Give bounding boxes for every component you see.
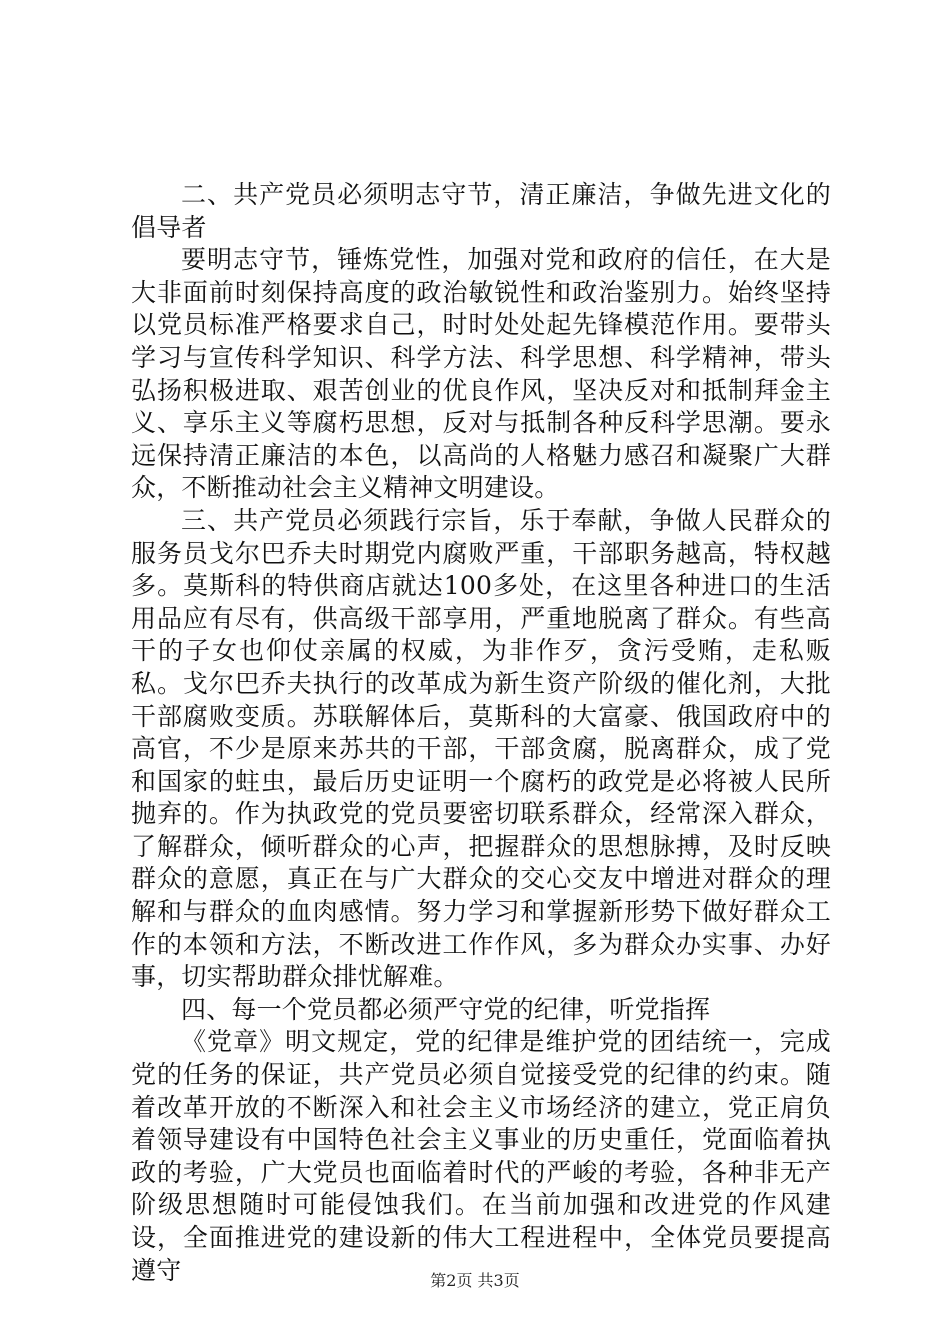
body-paragraph: 《党章》明文规定，党的纪律是维护党的团结统一，完成党的任务的保证，共产党员必须自觉接受党的纪律的约束。随着改革开放的不断深入和社会主义市场经济的建立，党正肩负着领导建设有中国特色社会主义事业的历史重任，党面临着执政的考验，广大党员也面临着时代的严峻的考验，各种非无产阶级思想随时可能侵蚀我们。在当前加强和改进党的作风建设，全面推进党的建设新的伟大工程进程中，全体党员要提高遵守 — [131, 1027, 831, 1285]
section-heading-3: 三、共产党员必须践行宗旨，乐于奉献，争做人民群众的服务员戈尔巴乔夫时期党内腐败严重，干部职务越高，特权越多。莫斯科的特供商店就达100多处，在这里各种进口的生活用品应有尽有，供高级干部享用，严重地脱离了群众。有些高干的子女也仰仗亲属的权威，为非作歹，贪污受贿，走私贩私。戈尔巴乔夫执行的改革成为新生资产阶级的催化剂，大批干部腐败变质。苏联解体后，莫斯科的大富豪、俄国政府中的高官，不少是原来苏共的干部，干部贪腐，脱离群众，成了党和国家的蛀虫，最后历史证明一个腐朽的政党是必将被人民所抛弃的。作为执政党的党员要密切联系群众，经常深入群众，了解群众，倾听群众的心声，把握群众的思想脉搏，及时反映群众的意愿，真正在与广大群众的交心交友中增进对群众的理解和与群众的血肉感情。努力学习和掌握新形势下做好群众工作的本领和方法，不断改进工作作风，多为群众办实事、办好事，切实帮助群众排忧解难。 — [131, 505, 831, 992]
body-paragraph: 要明志守节，锤炼党性，加强对党和政府的信任，在大是大非面前时刻保持高度的政治敏锐性和政治鉴别力。始终坚持以党员标准严格要求自己，时时处处起先锋模范作用。要带头学习与宣传科学知识、科学方法、科学思想、科学精神，带头弘扬积极进取、艰苦创业的优良作风，坚决反对和抵制拜金主义、享乐主义等腐朽思想，反对与抵制各种反科学思潮。要永远保持清正廉洁的本色，以高尚的人格魅力感召和凝聚广大群众，不断推动社会主义精神文明建设。 — [131, 245, 831, 503]
section-heading-2: 二、共产党员必须明志守节，清正廉洁，争做先进文化的倡导者 — [131, 180, 831, 242]
document-body — [131, 179, 831, 1287]
page-number: 第2页 共3页 — [430, 1271, 520, 1290]
section-heading-4: 四、每一个党员都必须严守党的纪律，听党指挥 — [181, 994, 711, 1024]
